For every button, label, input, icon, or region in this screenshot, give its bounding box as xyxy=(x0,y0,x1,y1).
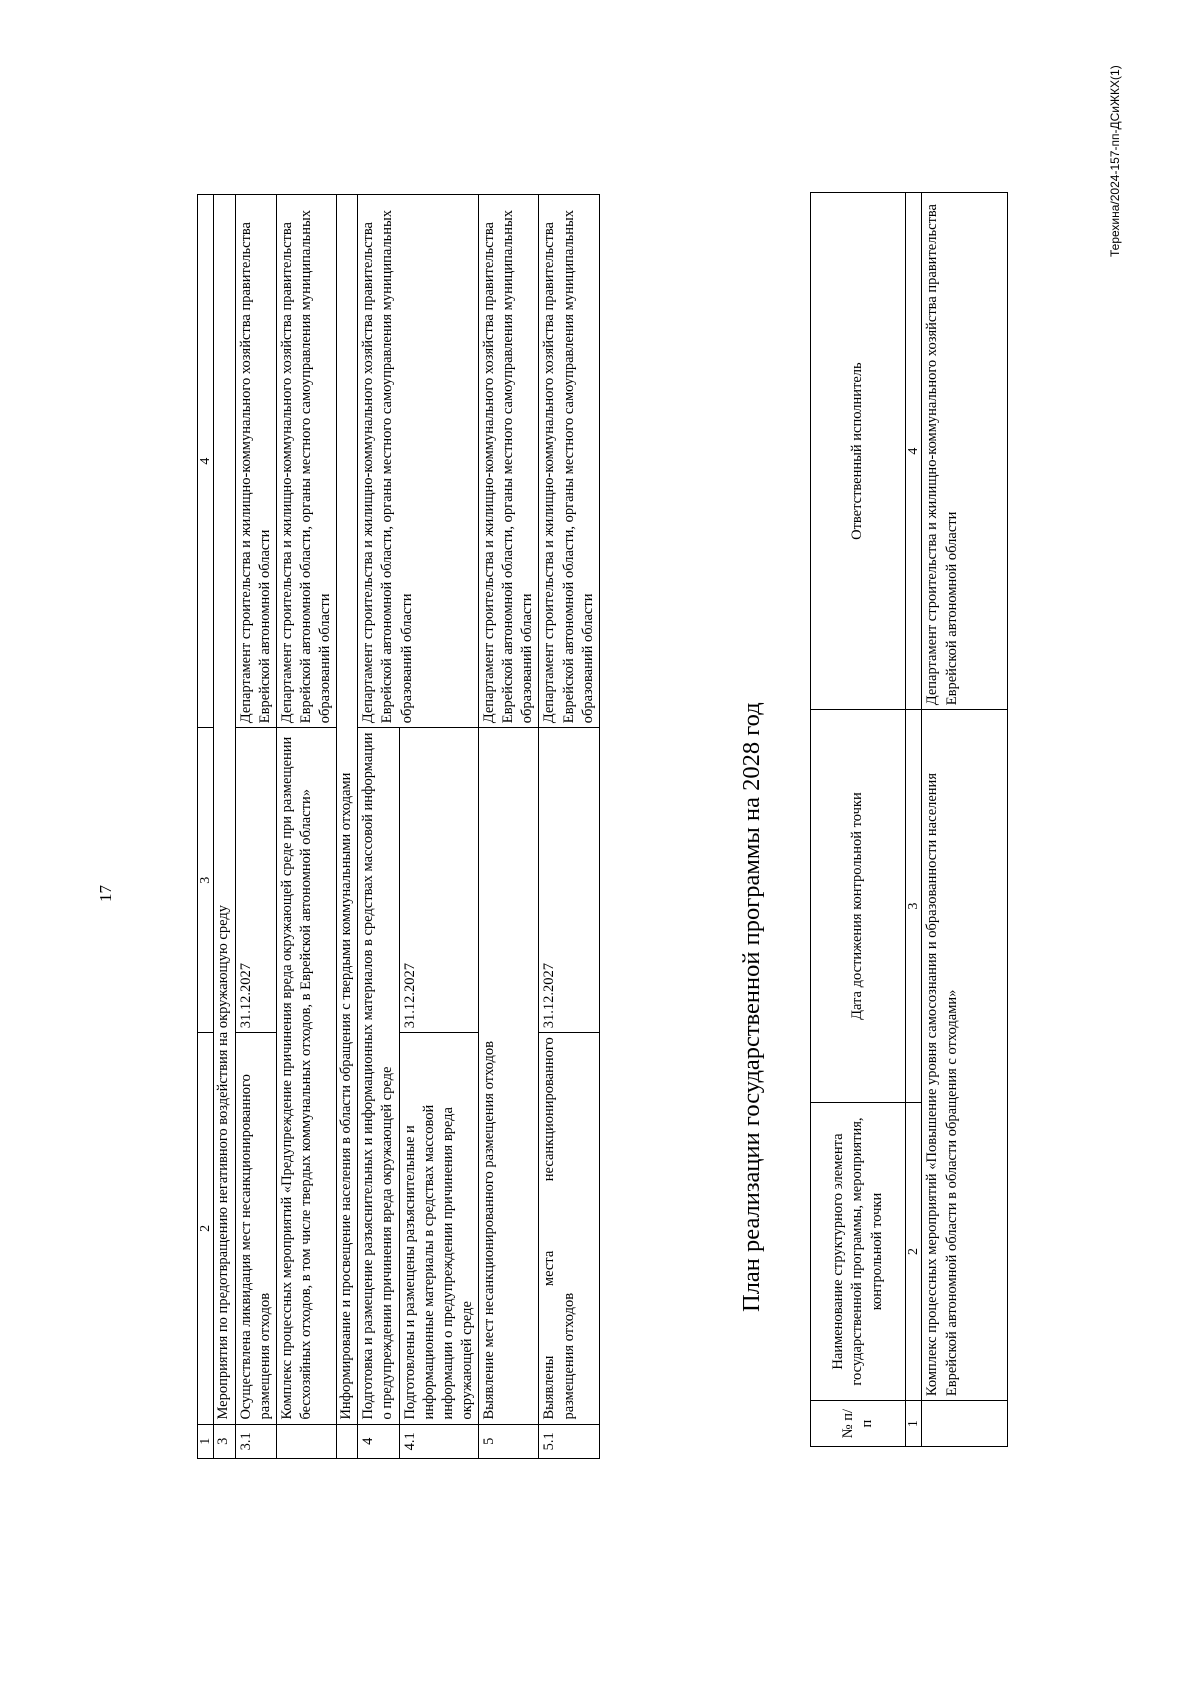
header-responsible: Ответственный исполнитель xyxy=(811,193,906,710)
section-title: Информирование и просвещение населения в области обращения с твердыми коммунальными отходами xyxy=(337,195,358,1425)
row-number: 3.1 xyxy=(235,1424,276,1458)
row-number: 5.1 xyxy=(539,1424,599,1458)
responsible-executor: Департамент строительства и жилищно-коммунального хозяйства правительства Еврейской автономной области, органы местного самоуправления муниципальных образований области xyxy=(479,195,539,728)
section-title: Мероприятия по предотвращению негативного воздействия на окружающую среду xyxy=(214,195,235,1425)
measure-name: Выявление мест несанкционированного размещения отходов xyxy=(479,728,539,1424)
checkpoint-name-line-2: размещения отходов xyxy=(560,1292,577,1420)
header-number: № п/п xyxy=(811,1401,906,1447)
column-number-1: 1 xyxy=(906,1401,922,1447)
table-row xyxy=(276,195,336,1459)
column-number-2: 2 xyxy=(906,1102,922,1400)
responsible-executor: Департамент строительства и жилищно-коммунального хозяйства правительства Еврейской автономной области, органы местного самоуправления муниципальных образований области xyxy=(539,195,599,728)
checkpoints-table-2027 xyxy=(197,194,600,1459)
row-number-empty xyxy=(276,1424,336,1458)
checkpoint-name xyxy=(539,1033,599,1424)
row-number: 4 xyxy=(358,1424,399,1458)
table-row xyxy=(235,195,276,1459)
checkpoint-name-line-1: Выявлены места несанкционированного xyxy=(541,1037,558,1420)
document-footer-code: Терехина/2024-157-пп-ДСиЖКХ(1) xyxy=(1108,65,1122,257)
row-number: 5 xyxy=(479,1424,539,1458)
responsible-executor: Департамент строительства и жилищно-коммунального хозяйства правительства Еврейской автономной области, органы местного самоуправления муниципальных образований области xyxy=(358,195,479,728)
header-element-name: Наименование структурного элемента государственной программы, мероприятия, контрольной точки xyxy=(811,1102,906,1400)
column-number-3: 3 xyxy=(906,710,922,1103)
responsible-executor: Департамент строительства и жилищно-коммунального хозяйства правительства Еврейской автономной области xyxy=(235,195,276,728)
row-number-empty xyxy=(337,1424,358,1458)
table-row xyxy=(358,195,399,1459)
checkpoint-date: 31.12.2027 xyxy=(539,728,599,1033)
checkpoint-date: 31.12.2027 xyxy=(235,728,276,1033)
section-row xyxy=(337,195,358,1459)
plan-title: План реализации государственной программы на 2028 год xyxy=(738,702,765,1312)
row-number: 4.1 xyxy=(399,1424,479,1458)
column-number-4: 4 xyxy=(198,195,214,728)
table-row xyxy=(539,195,599,1459)
column-number-2: 2 xyxy=(198,1033,214,1424)
column-number-1: 1 xyxy=(198,1424,214,1458)
checkpoint-name: Подготовлены и размещены разъяснительные и информационные материалы в средствах массовой информации о предупреждении причинения вреда окружающей среде xyxy=(399,1033,479,1424)
table-header-row xyxy=(198,195,214,1459)
responsible-executor: Департамент строительства и жилищно-коммунального хозяйства правительства Еврейской автономной области, органы местного самоуправления муниципальных образований области xyxy=(276,195,336,728)
checkpoint-date: 31.12.2027 xyxy=(399,728,479,1033)
table-row xyxy=(479,195,539,1459)
column-number-3: 3 xyxy=(198,728,214,1033)
checkpoint-name: Осуществлена ликвидация мест несанкционированного размещения отходов xyxy=(235,1033,276,1424)
page-number: 17 xyxy=(96,885,115,902)
row-number: 3 xyxy=(214,1424,235,1458)
section-row xyxy=(214,195,235,1459)
plan-table-2028 xyxy=(810,192,1008,1447)
column-numbers-row xyxy=(906,193,922,1447)
table-row xyxy=(922,193,1008,1447)
responsible-executor: Департамент строительства и жилищно-коммунального хозяйства правительства Еврейской автономной области xyxy=(922,193,1008,710)
row-number-empty xyxy=(922,1401,1008,1447)
measure-name: Подготовка и размещение разъяснительных и информационных материалов в средствах массовой информации о предупреждении причинения вреда окружающей среде xyxy=(358,728,399,1424)
column-number-4: 4 xyxy=(906,193,922,710)
header-date: Дата достижения контрольной точки xyxy=(811,710,906,1103)
table-header-row xyxy=(811,193,906,1447)
complex-title: Комплекс процессных мероприятий «Повышение уровня самосознания и образованности населения Еврейской автономной области в области обращения с отходами» xyxy=(922,710,1008,1401)
complex-title: Комплекс процессных мероприятий «Предупреждение причинения вреда окружающей среде при размещении бесхозяйных отходов, в том числе твердых коммунальных отходов, в Еврейской автономной области» xyxy=(276,728,336,1424)
